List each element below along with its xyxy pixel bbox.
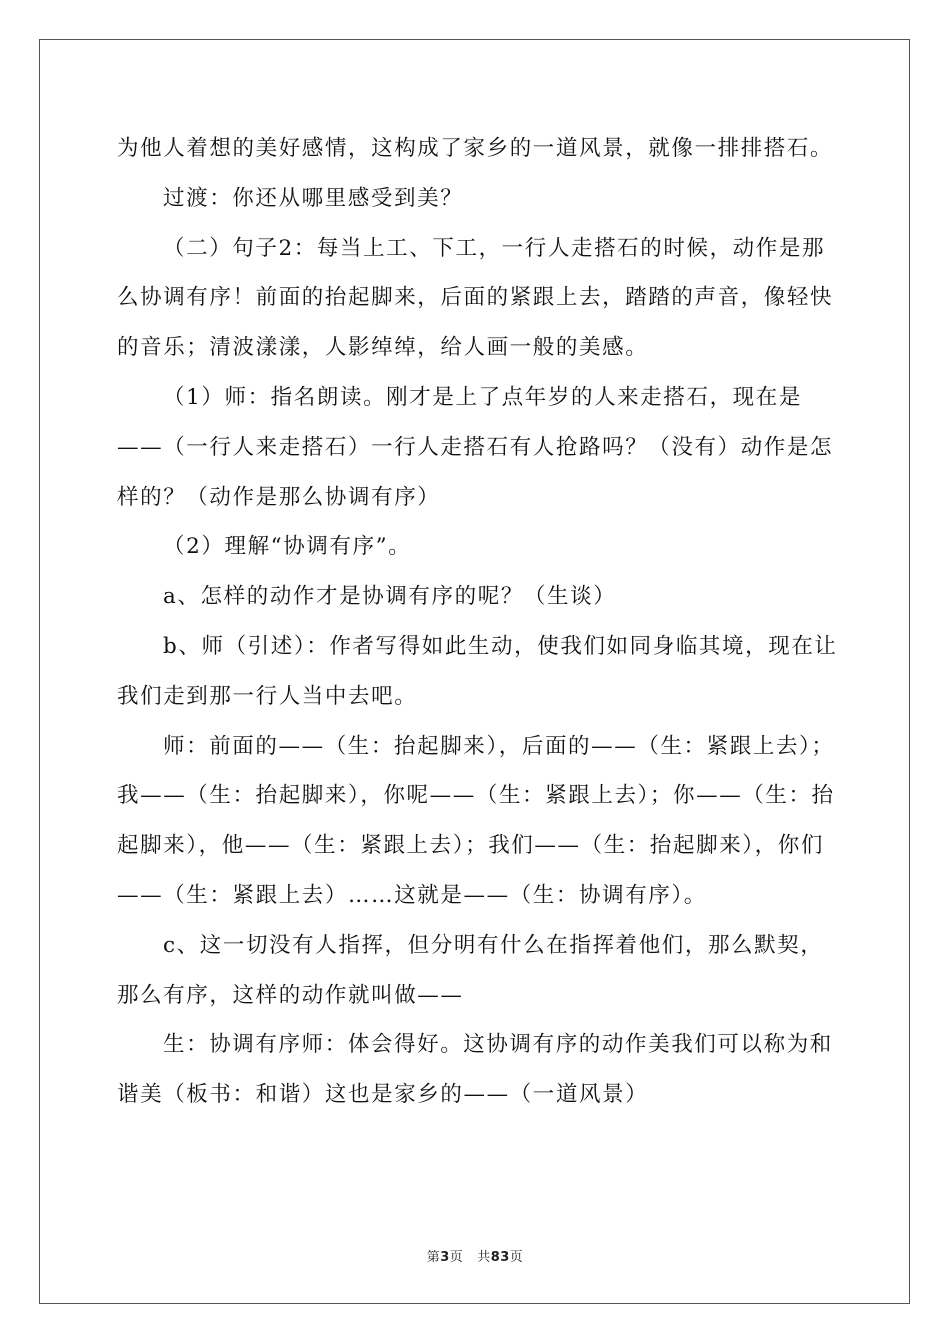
paragraph: 生：协调有序师：体会得好。这协调有序的动作美我们可以称为和谐美（板书：和谐）这也是家乡的——（一道风景） [117, 1032, 833, 1108]
paragraph: 过渡：你还从哪里感受到美？ [163, 185, 464, 211]
paragraph: （1）师：指名朗读。刚才是上了点年岁的人来走搭石，现在是——（一行人来走搭石）一行人走搭石有人抢路吗？（没有）动作是怎样的？（动作是那么协调有序） [117, 384, 834, 510]
current-page-number: 3 [440, 1250, 450, 1265]
paragraph: （二）句子2：每当上工、下工，一行人走搭石的时候，动作是那么协调有序！前面的抬起脚来，后面的紧跟上去，踏踏的声音，像轻快的音乐；清波漾漾，人影绰绰，给人画一般的美感。 [117, 235, 834, 361]
footer-page-suffix: 页 [449, 1250, 464, 1265]
total-page-count: 83 [490, 1250, 510, 1265]
footer-prefix: 第 [426, 1250, 441, 1265]
paragraph: 师：前面的——（生：抬起脚来），后面的——（生：紧跟上去）；我——（生：抬起脚来），你呢——（生：紧跟上去）；你——（生：抬起脚来），他——（生：紧跟上去）；我们——（生：抬起脚来），你们——（生：紧跟上去）……这就是——（生：协调有序）。 [117, 733, 835, 908]
paragraph: 为他人着想的美好感情，这构成了家乡的一道风景，就像一排排搭石。 [117, 136, 834, 161]
paragraph: a、怎样的动作才是协调有序的呢？（生谈） [163, 584, 617, 610]
paragraph: c、这一切没有人指挥，但分明有什么在指挥着他们，那么默契，那么有序，这样的动作就叫做—— [117, 932, 824, 1008]
page-footer [0, 1246, 950, 1265]
paragraph: b、师（引述）：作者写得如此生动，使我们如同身临其境，现在让我们走到那一行人当中去吧。 [117, 633, 838, 709]
paragraph: （2）理解“协调有序”。 [163, 534, 412, 560]
footer-total-prefix: 共 [477, 1250, 491, 1265]
document-body [117, 124, 839, 1120]
footer-total-suffix: 页 [509, 1250, 524, 1265]
